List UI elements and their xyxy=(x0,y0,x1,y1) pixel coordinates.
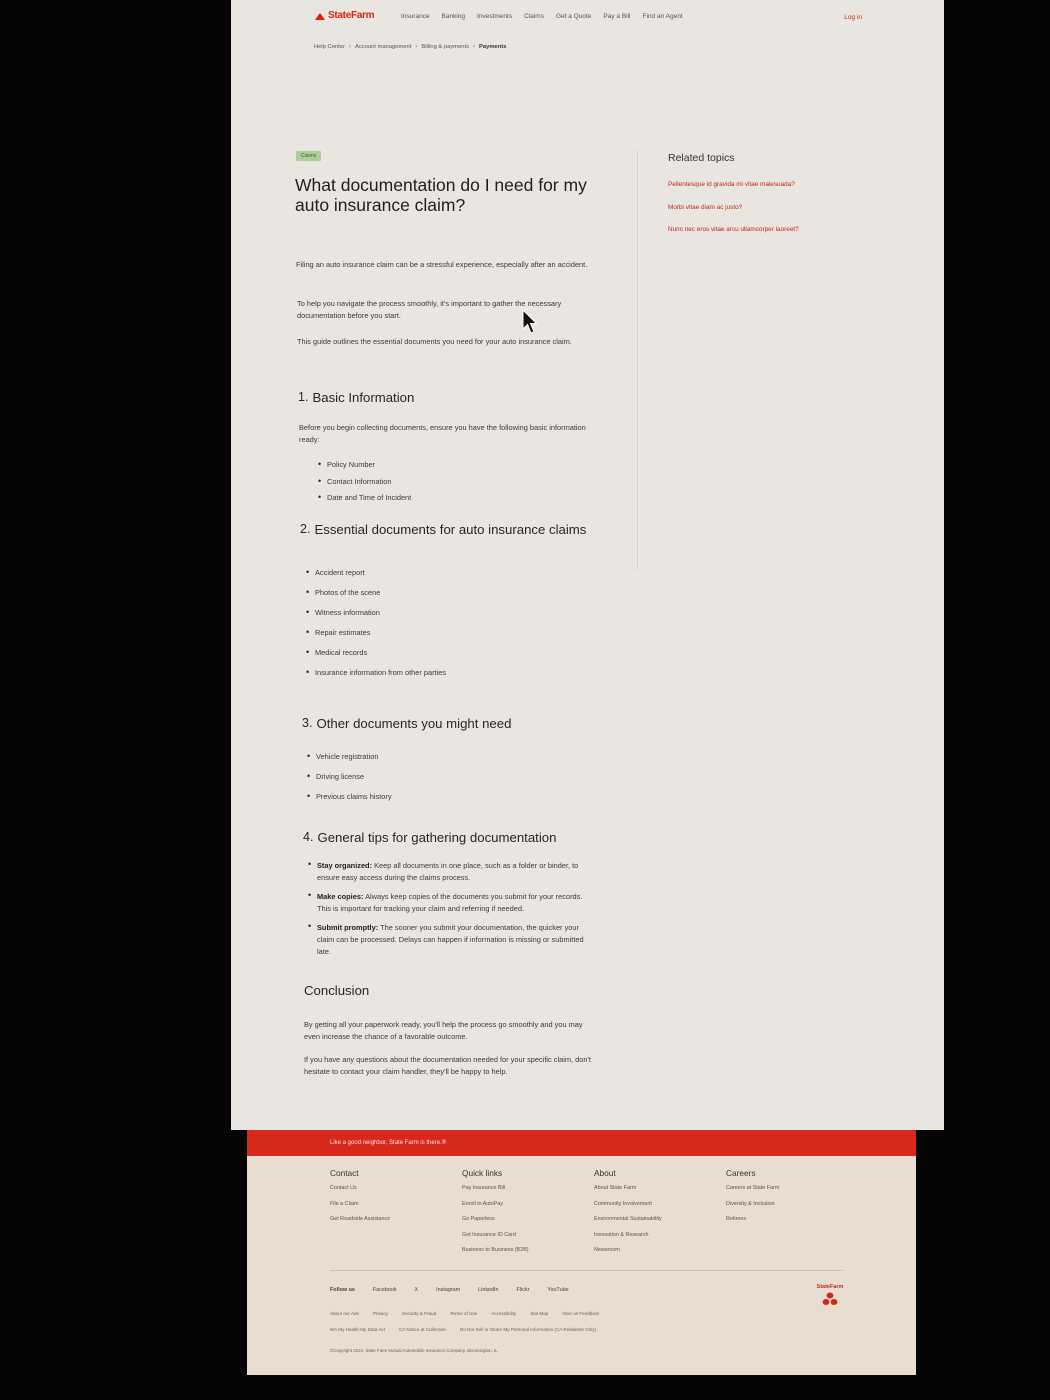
tip-label: Submit promptly: xyxy=(317,923,379,932)
intro-paragraph-1: Filing an auto insurance claim can be a stressful experience, especially after an accident. xyxy=(296,260,588,269)
footer-link[interactable]: Diversity & Inclusion xyxy=(726,1200,775,1207)
legal-link[interactable]: Do Not Sell or Share My Personal Information (CA Residents Only) xyxy=(459,1327,597,1332)
list-item: • Insurance information from other parties xyxy=(306,668,446,688)
chevron-right-icon: › xyxy=(348,44,351,50)
footer-link[interactable]: Get Insurance ID Card xyxy=(462,1231,516,1238)
legal-link[interactable]: Terms of Use xyxy=(450,1311,478,1316)
list-item: • Repair estimates xyxy=(306,628,446,648)
section-number: 3. xyxy=(302,716,313,730)
legal-link[interactable]: Accessibility xyxy=(491,1311,517,1316)
nav-pay-a-bill[interactable]: Pay a Bill xyxy=(603,13,631,20)
tip-item xyxy=(308,922,598,958)
tip-text: Always keep copies of the documents you submit for your records. This is important for tracking your claim and referring if needed. xyxy=(317,892,583,913)
section-title: General tips for gathering documentation xyxy=(317,830,557,845)
chevron-right-icon: › xyxy=(415,44,418,50)
list-item: • Medical records xyxy=(306,648,446,668)
instagram-link[interactable]: Instagram xyxy=(436,1287,461,1293)
legal-links-row-1 xyxy=(330,1311,599,1316)
social-links xyxy=(330,1287,569,1293)
list-item: • Photos of the scene xyxy=(306,588,446,608)
list-item: • Policy Number xyxy=(318,460,411,477)
tip-item xyxy=(308,860,598,884)
section-heading-basic-information xyxy=(298,390,618,405)
basic-info-list xyxy=(318,460,411,510)
related-topic-link[interactable]: Pellentesque id gravida mi vitae malesuada? xyxy=(668,181,795,188)
section-title: Basic Information xyxy=(312,390,415,405)
legal-links-row-2 xyxy=(330,1327,596,1332)
list-item: • Previous claims history xyxy=(307,792,392,812)
footer-column-careers xyxy=(726,1168,779,1232)
footer-link[interactable]: About State Farm xyxy=(594,1185,637,1191)
tip-text: Keep all documents in one place, such as a folder or binder, to ensure easy access during the claims process. xyxy=(317,861,579,882)
footer-column-title: Careers xyxy=(726,1168,756,1178)
intro-paragraph-3: This guide outlines the essential documents you need for your auto insurance claim. xyxy=(297,337,572,346)
footer-link[interactable]: Contact Us xyxy=(330,1185,357,1191)
footer-column-about xyxy=(594,1168,662,1263)
section-title: Essential documents for auto insurance claims xyxy=(314,522,587,537)
x-link[interactable]: X xyxy=(414,1287,419,1293)
footer-link[interactable]: Newsroom xyxy=(594,1247,620,1253)
chevron-right-icon: › xyxy=(473,44,476,50)
column-divider xyxy=(637,150,638,570)
statefarm-logo[interactable] xyxy=(315,10,374,21)
legal-link[interactable]: CA Notice at Collection xyxy=(398,1327,446,1332)
breadcrumb-payments[interactable]: Payments xyxy=(479,44,507,50)
tip-text: The sooner you submit your documentation, the quicker your claim can be processed. Delays can happen if information is missing or submitted late. xyxy=(317,923,584,956)
breadcrumb xyxy=(314,44,506,50)
legal-link[interactable]: WA My Health My Data Act xyxy=(330,1327,385,1332)
nav-banking[interactable]: Banking xyxy=(441,13,466,20)
legal-link[interactable]: Give us Feedback xyxy=(562,1311,600,1316)
legal-link[interactable]: Security & Fraud xyxy=(401,1311,437,1316)
footer-column-contact xyxy=(330,1168,390,1232)
flickr-link[interactable]: Flickr xyxy=(516,1287,530,1293)
follow-us-label: Follow us xyxy=(330,1287,355,1293)
footer-link[interactable]: Business to Business (B2B) xyxy=(462,1247,529,1253)
nav-insurance[interactable]: Insurance xyxy=(401,13,430,20)
intro-paragraph-2: To help you navigate the process smoothly, it's important to gather the necessary documentation before you start. xyxy=(297,299,562,320)
footer-logo-text: StateFarm xyxy=(816,1284,844,1290)
legal-link[interactable]: Site Map xyxy=(530,1311,549,1316)
copyright-text: ©Copyright 2024, State Farm Mutual Automobile Insurance Company, Bloomington, IL xyxy=(330,1348,498,1353)
section-title: Other documents you might need xyxy=(316,716,512,731)
footer-link[interactable]: Environmental Sustainability xyxy=(594,1216,662,1222)
conclusion-paragraph-2: If you have any questions about the documentation needed for your specific claim, don't hesitate to contact your claim handler, they'll be happy to help. xyxy=(304,1055,591,1076)
footer-link[interactable]: Pay Insurance Bill xyxy=(462,1185,506,1191)
browser-page xyxy=(231,0,944,1130)
footer-link[interactable]: Get Roadside Assistance xyxy=(330,1216,391,1222)
nav-investments[interactable]: Investments xyxy=(477,13,513,20)
conclusion-heading xyxy=(304,983,624,998)
list-item: • Accident report xyxy=(306,568,446,588)
footer-column-title: Quick links xyxy=(462,1168,503,1178)
three-ovals-logo-icon xyxy=(822,1292,838,1306)
footer-link[interactable]: Retirees xyxy=(726,1216,747,1222)
nav-get-a-quote[interactable]: Get a Quote xyxy=(555,13,592,20)
nav-find-an-agent[interactable]: Find an Agent xyxy=(642,13,683,20)
footer-link[interactable]: Careers at State Farm xyxy=(726,1185,780,1191)
breadcrumb-account-management[interactable]: Account management xyxy=(354,44,412,50)
login-link[interactable]: Log in xyxy=(844,14,862,21)
section-number: 1. xyxy=(298,390,309,404)
footer-column-title: About xyxy=(594,1168,616,1178)
section-number: 2. xyxy=(300,522,311,536)
linkedin-link[interactable]: LinkedIn xyxy=(478,1287,499,1293)
youtube-link[interactable]: YouTube xyxy=(547,1287,569,1293)
tip-label: Make copies: xyxy=(317,892,364,901)
footer-tagline: Like a good neighbor, State Farm is there.® xyxy=(330,1140,447,1146)
footer-tagline-bar xyxy=(247,1130,916,1156)
category-tag: Claims xyxy=(296,151,321,161)
tip-item xyxy=(308,891,598,915)
nav-claims[interactable]: Claims xyxy=(524,13,544,20)
list-item: • Vehicle registration xyxy=(307,752,392,772)
footer-link[interactable]: Enroll in AutoPay xyxy=(462,1200,504,1207)
footer-link[interactable]: Go Paperless xyxy=(462,1216,495,1222)
other-documents-list xyxy=(307,752,392,812)
legal-link[interactable]: About our Ads xyxy=(330,1311,359,1316)
essential-documents-list xyxy=(306,568,446,688)
page-title: What documentation do I need for my auto insurance claim? xyxy=(295,175,587,215)
section-heading-general-tips xyxy=(303,830,623,845)
list-item: • Driving license xyxy=(307,772,392,792)
section-paragraph: Before you begin collecting documents, ensure you have the following basic information ready: xyxy=(299,423,586,444)
footer-column-title: Contact xyxy=(330,1168,359,1178)
footer-body xyxy=(247,1156,916,1375)
tips-list xyxy=(308,860,598,965)
top-navigation xyxy=(231,0,944,36)
logo-text: StateFarm xyxy=(328,10,375,21)
footer-divider xyxy=(330,1270,843,1271)
section-number: 4. xyxy=(303,830,314,844)
list-item: • Witness information xyxy=(306,608,446,628)
breadcrumb-billing-payments[interactable]: Billing & payments xyxy=(421,44,470,50)
footer-statefarm-logo[interactable] xyxy=(813,1284,847,1306)
legal-link[interactable]: Privacy xyxy=(372,1311,388,1316)
breadcrumb-help-center[interactable]: Help Center xyxy=(314,44,345,50)
site-footer xyxy=(247,1125,916,1375)
conclusion-paragraph-1: By getting all your paperwork ready, you'll help the process go smoothly and you may even increase the chance of a favorable outcome. xyxy=(304,1020,583,1041)
logo-mark-icon xyxy=(315,12,325,20)
section-title: Conclusion xyxy=(304,983,370,998)
list-item: • Contact Information xyxy=(318,477,411,494)
section-heading-essential-documents xyxy=(300,522,590,537)
mouse-pointer-icon xyxy=(522,309,538,335)
section-heading-other-documents xyxy=(302,716,622,731)
related-topics-heading: Related topics xyxy=(668,152,735,164)
footer-column-quick-links xyxy=(462,1168,529,1263)
main-nav xyxy=(401,13,683,20)
related-topic-link[interactable]: Nunc nec eros vitae arcu ullamcorper laoreet? xyxy=(668,226,799,233)
list-item: • Date and Time of Incident xyxy=(318,493,411,510)
related-topic-link[interactable]: Morbi vitae diam ac justo? xyxy=(668,204,743,211)
footer-link[interactable]: File a Claim xyxy=(330,1200,359,1207)
footer-link[interactable]: Community Involvement xyxy=(594,1200,652,1207)
footer-link[interactable]: Innovation & Research xyxy=(594,1231,649,1238)
tip-label: Stay organized: xyxy=(317,861,373,870)
facebook-link[interactable]: Facebook xyxy=(372,1287,397,1293)
